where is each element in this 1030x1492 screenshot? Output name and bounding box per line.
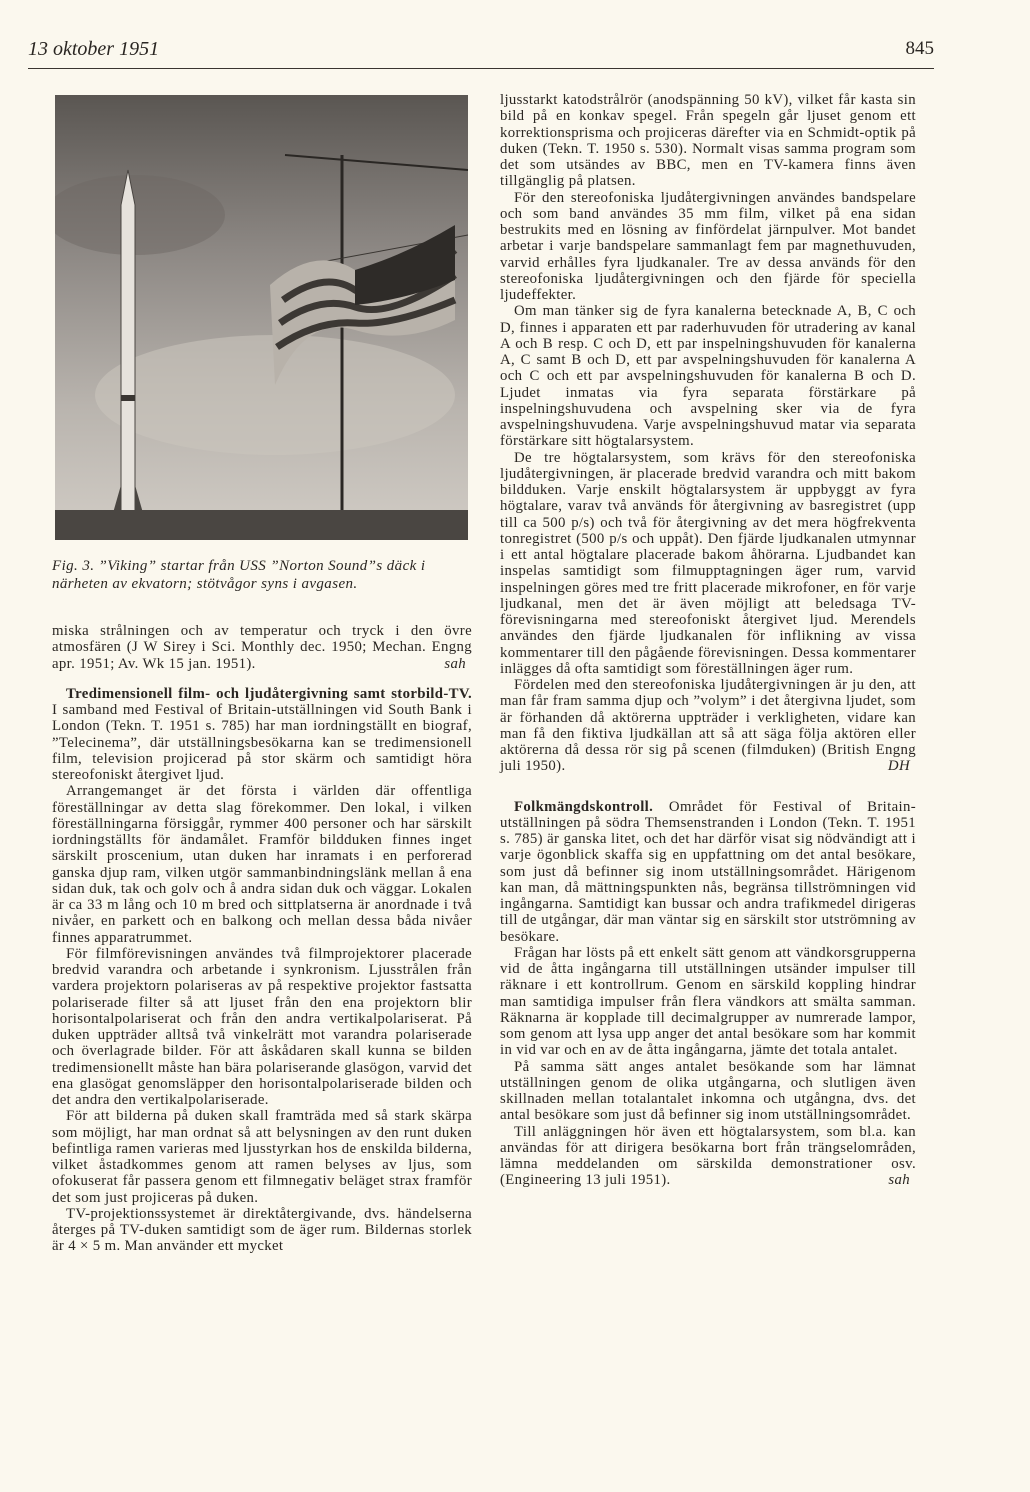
paragraph: TV-projektionssystemet är direktåtergivande, dvs. händelserna återges på TV-duken samtidigt som de äger rum. Bildernas storlek är 4 × 5 m. Man använder ett mycket bbox=[52, 1205, 472, 1255]
paragraph-text: Området för Festival of Britain-utställningen på södra Themsenstranden i London (Tekn. T. 1951 s. 785) är ganska litet, och det har därför visat sig nödvändigt att i varje ögonblick skaffa sig en uppfattning om det antal besökare, som just då befinner sig inom utställningsområdet. Härigenom kan man, då mättningspunkten nås, begränsa tillströmningen vid ingångarna. Samtidigt kan bussar och andra trafikmedel dirigeras till de utgångar, där man väntar sig en särskilt stor utströmning av besökare. bbox=[500, 798, 916, 945]
right-column bbox=[500, 92, 916, 1189]
paragraph-text: I samband med Festival of Britain-utställningen vid South Bank i London (Tekn. T. 1951 s. 785) har man iordningställt en biograf, ”Telecinema”, där utställningsbesökarna kan se tredimensionell film, television projicerad på stor skärm och samtidigt höra stereofoniskt återgivet ljud. bbox=[52, 702, 472, 783]
article-folkmangdskontroll bbox=[500, 799, 916, 945]
author-signature: sah bbox=[444, 655, 466, 672]
section-title: Tredimensionell film- och ljudåtergivning samt storbild-TV. bbox=[66, 685, 472, 702]
paragraph-text: miska strålningen och av temperatur och tryck i den övre atmosfären (J W Sirey i Sci. Monthly dec. 1950; Mechan. Engng apr. 1951; Av. Wk 15 jan. 1951). bbox=[52, 623, 472, 672]
author-signature: DH bbox=[887, 758, 910, 775]
paragraph-text: Fördelen med den stereofoniska ljudåtergivningen är ju den, att man får fram samma djup och ”volym” i det återgivna ljudet, som är förhanden då aktörerna uppträder i verkligheten, vidare kan man få den fiktiva ljudkällan att så att säga följa aktören eller aktörerna då dessa rör sig på scenen (filmduken) (British Engng juli 1950). bbox=[500, 677, 916, 775]
paragraph: ljusstarkt katodstrålrör (anodspänning 50 kV), vilket får kasta sin bild på en konkav spegel. Från spegeln går ljuset genom ett korrektionsprisma och projiceras därefter via en Schmidt-optik på duken (Tekn. T. 1950 s. 530). Normalt visas samma program som det som utsändes av BBC, men en TV-kamera finns även tillgänglig på platsen. bbox=[500, 92, 916, 190]
paragraph bbox=[52, 623, 472, 672]
paragraph: För den stereofoniska ljudåtergivningen användes bandspelare och som band användes 35 mm film, vilket på ena sidan bestrukits med en lösning av finfördelat järnpulver. Mot bandet arbetar i varje bandspelare sammanlagt fem par magnethuvuden, varvid erhålles fyra ljudkanaler. Tre av dessa används för den stereofoniska ljudåtergivningen och den fjärde för speciella ljudeffekter. bbox=[500, 189, 916, 303]
paragraph: De tre högtalarsystem, som krävs för den stereofoniska ljudåtergivningen, är placerade bredvid varandra och mitt bakom bildduken. Varje enskilt högtalarsystem är uppbyggt av fyra högtalare, varav två används för återgivning av basregistret (upp till ca 500 p/s) och två för återgivning av det mera högfrekventa tonregistret (500 p/s och uppåt). Den fjärde ljudkanalen utmynnar i ett antal högtalare placerade bakom åhörarna. Ljudbandet kan inspelas samtidigt som filmupptagningen äger rum, varvid inspelningen göres med tre fritt placerade mikrofoner, en för varje ljudkanal, men det är även möjligt att beledsaga TV-förevisningarna med stereofoniskt återgivet ljud. Merendels användes den fjärde ljudkanalen för inflikning av vissa kommentarer till den pågående förevisningen. Dessa kommentarer inlägges då ofta samtidigt som föreställningen äger rum. bbox=[500, 449, 916, 677]
author-signature: sah bbox=[888, 1172, 910, 1189]
paragraph: Arrangemanget är det första i världen där offentliga föreställningar av detta slag förekommer. Den lokal, i vilken föreställningarna försiggår, rymmer 400 personer och har särskilt iordningställts för ändamålet. Framför bildduken finnes inget särskilt proscenium, utan duken har inramats i en perforerad ganska djup ram, vilken utgör sammanbindningslänk mellan å ena sidan duk, tak och golv och å andra sidan duk och väggar. Lokalen är ca 33 m lång och 10 m bred och sittplatserna är anordnade i två nivåer, en parkett och en balkong och mellan dessa båda nivåer finnes apparatrummet. bbox=[52, 783, 472, 946]
article-telecinema bbox=[52, 686, 472, 784]
left-column bbox=[52, 623, 472, 1255]
paragraph: På samma sätt anges antalet besökande som har lämnat utställningen genom de olika utgångarna, och slutligen även skillnaden mellan totalantalet inkomna och utgångna, dvs. det antal besökare som just då befinner sig inom utställningsområdet. bbox=[500, 1058, 916, 1124]
page-number: 845 bbox=[905, 38, 934, 59]
figure-photo-viking-rocket bbox=[55, 95, 468, 540]
header-divider bbox=[28, 68, 934, 69]
section-title: Folkmängdskontroll. bbox=[514, 798, 654, 815]
paragraph bbox=[500, 1124, 916, 1189]
paragraph bbox=[500, 677, 916, 775]
page-header-date: 13 oktober 1951 bbox=[28, 38, 160, 60]
paragraph-text: Till anläggningen hör även ett högtalarsystem, som bl.a. kan användas för att dirigera besökarna bort från trängselområden, lämna meddelanden om särskilda demonstrationer osv. (Engineering 13 juli 1951). bbox=[500, 1123, 916, 1189]
figure-caption: Fig. 3. ”Viking” startar från USS ”Norton Sound”s däck i närheten av ekvatorn; stötvågor syns i avgasen. bbox=[52, 558, 426, 592]
paragraph: För filmförevisningen användes två filmprojektorer placerade bredvid varandra och arbetande i synkronism. Ljusstrålen från vardera projektorn polariseras av på respektive projektor fastsatta polariserade filter så att ljuset från den ena projektorn blir horisontalpolariserat och från den andra vertikalpolariserat. På duken uppträder alltså två vinkelrätt mot varandra polariserade och överlagrade bilder. För att åskådaren skall kunna se bilden tredimensionellt måste han bära polariserande glasögon, varvid det ena glasögat genomsläpper den horisontalpolariserade bilden och det andra den vertikalpolariserade. bbox=[52, 945, 472, 1108]
paragraph: För att bilderna på duken skall framträda med så stark skärpa som möjligt, har man ordnat så att belysningen av den runt duken befintliga ramen varieras med ljusstyrkan hos de enskilda bilderna, vilket åstadkommes genom att ramen belyses av ljus, som ofokuserat får passera genom ett filmnegativ beläget strax framför det som just projiceras på duken. bbox=[52, 1108, 472, 1206]
paragraph: Frågan har lösts på ett enkelt sätt genom att vändkorsgrupperna vid de åtta ingångarna till utställningen utsänder impulser till räknare i ett kontrollrum. Genom en särskild koppling hindrar man samtidiga impulser från flera vändkors att smälta samman. Räknarna är kopplade till decimalgrupper av numrerade lampor, som genom att lysa upp anger det antal besökare som har kommit in vid var och en av de åtta ingångarna, jämte det totala antalet. bbox=[500, 944, 916, 1059]
paragraph: Om man tänker sig de fyra kanalerna betecknade A, B, C och D, finnes i apparaten ett par raderhuvuden för utradering av kanal A och B resp. C och D, ett par inspelningshuvuden för kanalerna A, C samt B och D, ett par avspelningshuvuden för kanalerna A och C och ett par avspelningshuvuden för kanalerna B och D. Ljudet inmatas via fyra separata förstärkare på inspelningshuvudena och avspelning sker via de fyra avspelningshuvudena. Varje avspelningshuvud matar via separata förstärkare sitt högtalarsystem. bbox=[500, 303, 916, 450]
